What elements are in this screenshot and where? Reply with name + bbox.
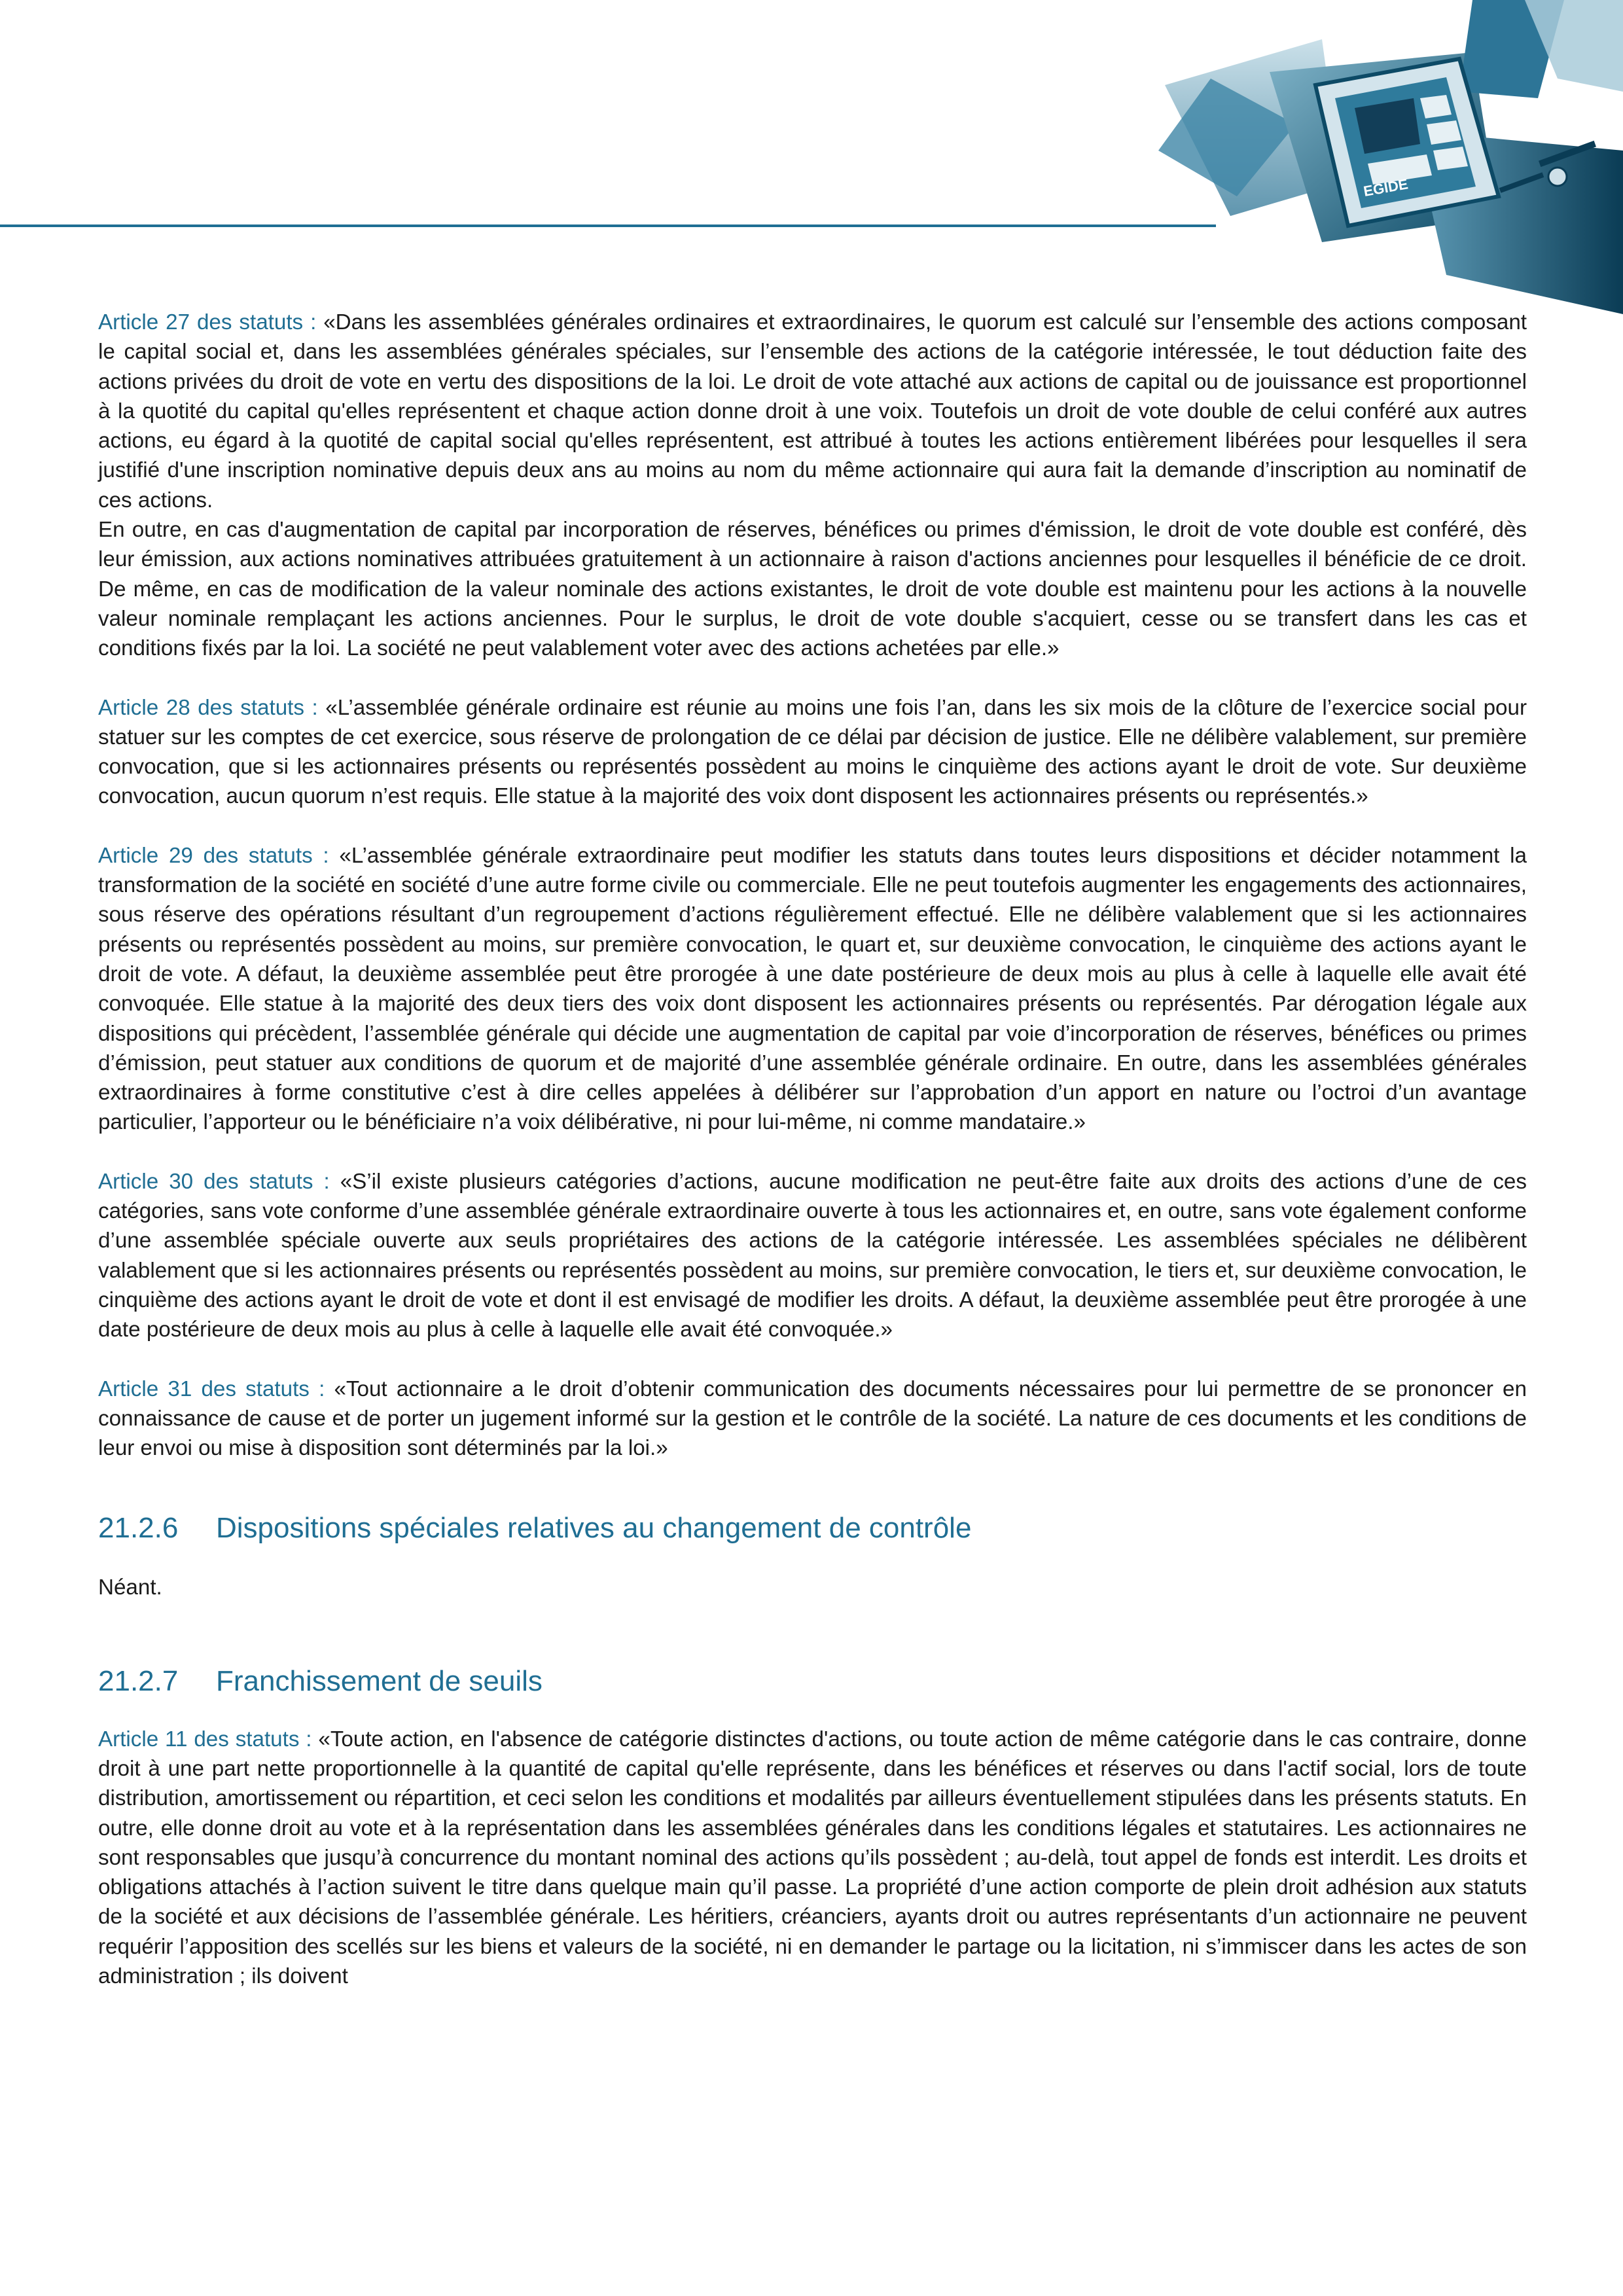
article-31-paragraph bbox=[98, 1374, 1527, 1463]
article-29-paragraph bbox=[98, 841, 1527, 1138]
article-27-paragraph bbox=[98, 308, 1527, 664]
section-title: Franchissement de seuils bbox=[216, 1664, 543, 1697]
header-banner-image bbox=[1106, 0, 1623, 314]
article-11-paragraph bbox=[98, 1725, 1527, 1992]
article-30-paragraph bbox=[98, 1167, 1527, 1345]
section-21-2-6-text: Néant. bbox=[98, 1575, 162, 1600]
section-heading-21-2-7 bbox=[98, 1663, 1527, 1700]
article-text: «L’assemblée générale ordinaire est réunie au moins une fois l’an, dans les six mois de la clôture de l’exercice social pour statuer sur les comptes de cet exercice, sous réserve de prolongation de ce délai par décision de justice. Elle ne délibère valablement, sur première convocation, que si les actionnaires présents ou représentés possèdent au moins le cinquième des actions ayant le droit de vote. Sur deuxième convocation, aucun quorum n’est requis. Elle statue à la majorité des voix dont disposent les actionnaires présents ou représentés.» bbox=[98, 695, 1527, 809]
article-text: «Toute action, en l'absence de catégorie distinctes d'actions, ou toute action de même catégorie dans le cas contraire, donne droit à une part nette proportionnelle à la quantité de capital qu'elle représente, dans les bénéfices et réserves ou dans l'actif social, lors de toute distribution, amortissement ou répartition, et ceci selon les conditions et modalités par ailleurs éventuellement stipulées dans les présents statuts. En outre, elle donne droit au vote et à la représentation dans les assemblées générales dans les conditions légales et statutaires. Les actionnaires ne sont responsables que jusqu’à concurrence du montant nominal des actions qu’ils possèdent ; au-delà, tout appel de fonds est interdit. Les droits et obligations attachés à l’action suivent le titre dans quelque main qu’il passe. La propriété d’une action comporte de plein droit adhésion aux statuts de la société et aux décisions de l’assemblée générale. Les héritiers, créanciers, ayants droit ou autres représentants d’un actionnaire ne peuvent requérir l’apposition des scellés sur les biens et valeurs de la société, ni en demander le partage ou la licitation, ni s’immiscer dans les actes de son administration ; ils doivent bbox=[98, 1727, 1527, 1989]
article-separator: : bbox=[312, 843, 340, 868]
section-number: 21.2.7 bbox=[98, 1664, 179, 1697]
article-text: «S’il existe plusieurs catégories d’actions, aucune modification ne peut-être faite aux droits des actions d’une de ces catégories, sans vote conforme d’une assemblée générale extraordinaire ouverte à tous les actionnaires et, en outre, sans vote également conforme d’une assemblée spéciale ouverte aux seuls propriétaires des actions de la catégorie intéressée. Les assemblées spéciales ne délibèrent valablement que si les actionnaires présents ou représentés possèdent au moins, sur première convocation, le tiers et, sur deuxième convocation, le cinquième des actions ayant le droit de vote et dont il est envisagé de modifier les droits. A défaut, la deuxième assemblée peut être prorogée à une date postérieure de deux mois au plus à celle à laquelle elle avait été convoquée.» bbox=[98, 1169, 1527, 1342]
section-title: Dispositions spéciales relatives au changement de contrôle bbox=[216, 1512, 972, 1545]
article-reference: Article 27 des statuts bbox=[98, 310, 304, 334]
article-reference: Article 28 des statuts bbox=[98, 695, 304, 720]
egide-logo-text: EGIDE bbox=[1362, 175, 1410, 200]
header-rule bbox=[0, 224, 1216, 227]
article-separator: : bbox=[303, 310, 324, 334]
document-body bbox=[98, 308, 1527, 1991]
article-text: «L’assemblée générale extraordinaire peut modifier les statuts dans toutes leurs dispositions et décider notamment la transformation de la société en société d’une autre forme civile ou commerciale. Elle ne peut toutefois augmenter les engagements des actionnaires, sous réserve des opérations résultant d’un regroupement d’actions régulièrement effectué. Elle ne délibère valablement que si les actionnaires présents ou représentés possèdent au moins, sur première convocation, le quart et, sur deuxième convocation, le cinquième des actions ayant le droit de vote. A défaut, la deuxième assemblée peut être prorogée à une date postérieure de deux mois au plus à celle à laquelle elle avait été convoquée. Elle statue à la majorité des deux tiers des voix dont disposent les actionnaires présents ou représentés. Par dérogation légale aux dispositions qui précèdent, l’assemblée générale qui décide une augmentation de capital par voie d’incorporation de réserves, bénéfices ou primes d’émission, peut statuer aux conditions de quorum et de majorité d’une assemblée générale ordinaire. En outre, dans les assemblées générales extraordinaires à forme constitutive c’est à dire celles appelées à délibérer sur l’approbation d’un apport en nature ou l’octroi d’un avantage particulier, l’apporteur ou le bénéficiaire n’a voix délibérative, ni pour lui-même, ni comme mandataire.» bbox=[98, 843, 1527, 1135]
article-reference: Article 11 des statuts bbox=[98, 1727, 300, 1751]
article-reference: Article 29 des statuts bbox=[98, 843, 313, 868]
article-reference: Article 31 des statuts bbox=[98, 1376, 310, 1401]
article-text: «Dans les assemblées générales ordinaires et extraordinaires, le quorum est calculé sur l’ensemble des actions composant le capital social et, dans les assemblées générales spéciales, sur l’ensemble des actions de la catégorie intéressée, le tout déduction faite des actions privées du droit de vote en vertu des dispositions de la loi. Le droit de vote attaché aux actions de capital ou de jouissance est proportionnel à la quotité du capital qu'elles représentent et chaque action donne droit à une voix. Toutefois un droit de vote double de celui conféré aux autres actions, eu égard à la quotité de capital social qu'elles représentent, est attribué à toutes les actions entièrement libérées pour lesquelles il sera justifié d'une inscription nominative depuis deux ans au moins au nom du même actionnaire qui aura fait la demande d’inscription au nominatif de ces actions. En outre, en cas d'augmentation de capital par incorporation de réserves, bénéfices ou primes d'émission, le droit de vote double est conféré, dès leur émission, aux actions nominatives attribuées gratuitement à un actionnaire à raison d'actions anciennes pour lesquelles il bénéficie de ce droit. De même, en cas de modification de la valeur nominale des actions existantes, le droit de vote double est maintenu pour les actions à la nouvelle valeur nominale remplaçant les actions anciennes. Pour le surplus, le droit de vote double s'acquiert, cesse ou se transfert dans les cas et conditions fixés par la loi. La société ne peut valablement voter avec des actions achetées par elle.» bbox=[98, 310, 1527, 661]
article-separator: : bbox=[304, 695, 326, 720]
article-reference: Article 30 des statuts bbox=[98, 1169, 313, 1194]
article-separator: : bbox=[299, 1727, 319, 1751]
article-separator: : bbox=[309, 1376, 334, 1401]
article-text: «Tout actionnaire a le droit d’obtenir communication des documents nécessaires pour lui permettre de se prononcer en connaissance de cause et de porter un jugement informé sur la gestion et le contrôle de la société. La nature de ces documents et les conditions de leur envoi ou mise à disposition sont déterminés par la loi.» bbox=[98, 1376, 1527, 1461]
section-number: 21.2.6 bbox=[98, 1512, 179, 1545]
article-28-paragraph bbox=[98, 693, 1527, 812]
article-separator: : bbox=[313, 1169, 340, 1194]
section-heading-21-2-6 bbox=[98, 1510, 1527, 1547]
